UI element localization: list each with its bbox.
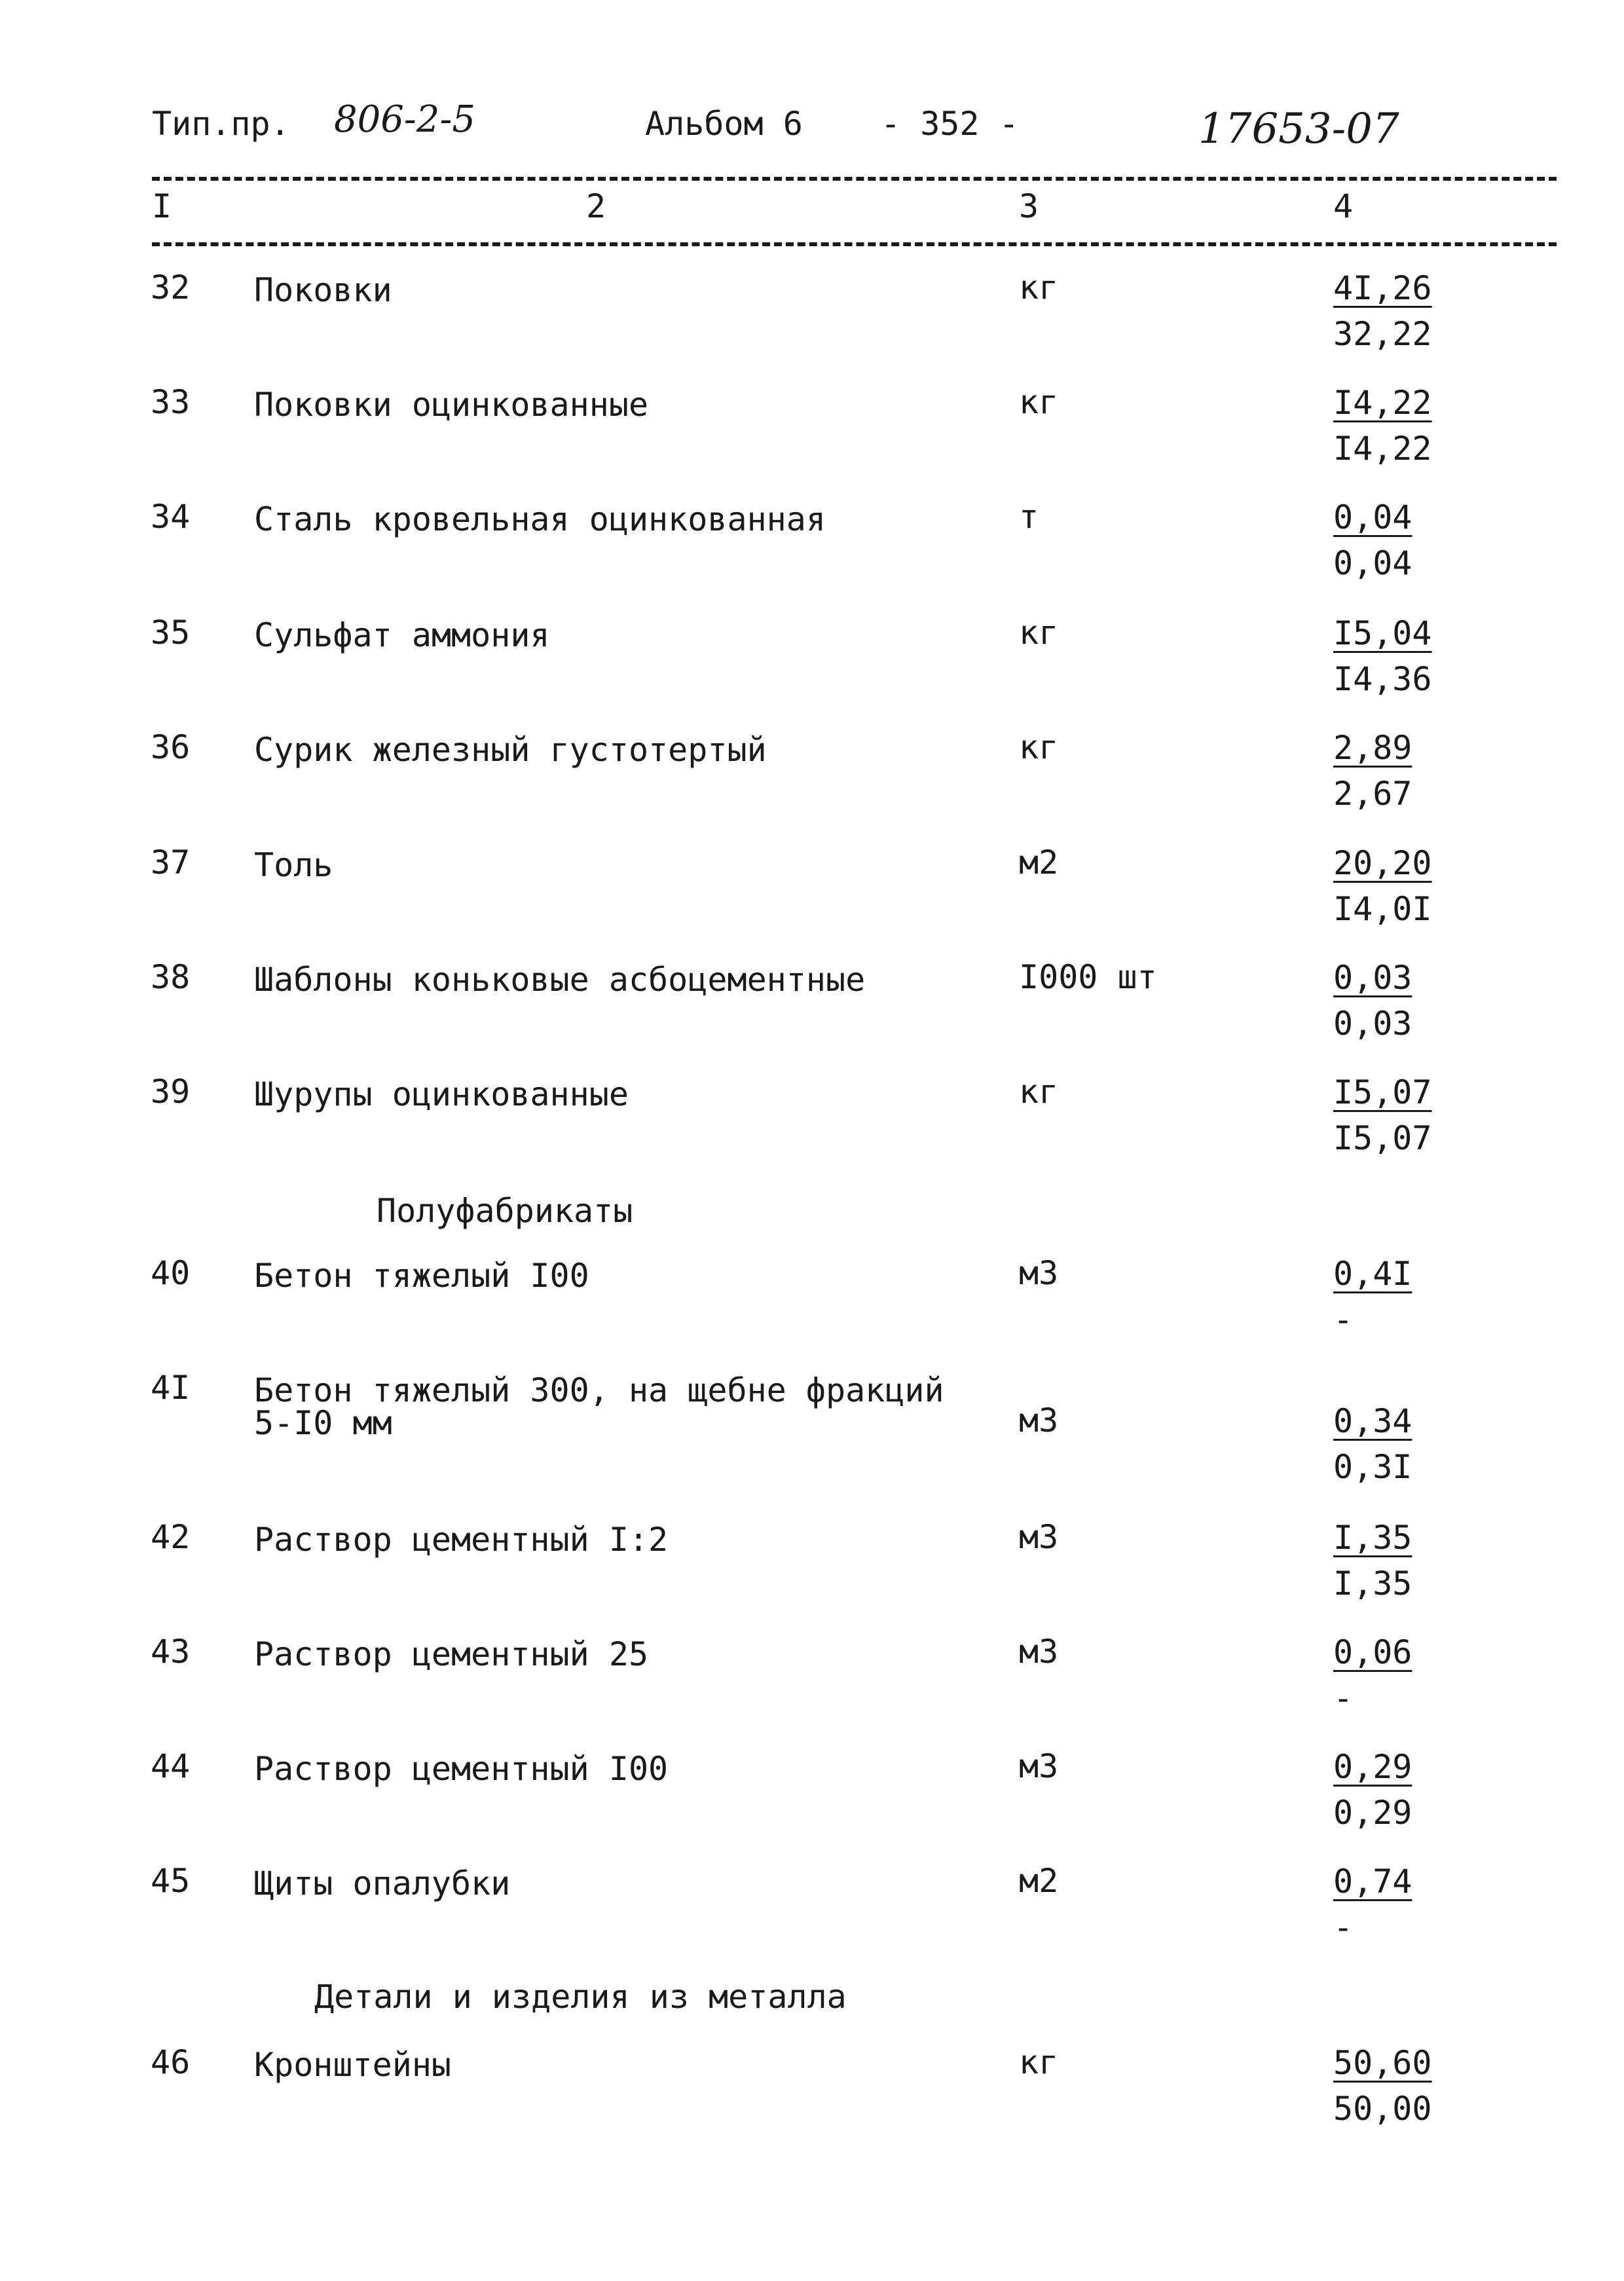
value-denominator: -: [1333, 1908, 1354, 1946]
top-dashed-rule: [152, 177, 1557, 181]
row-name: Поковки: [254, 271, 392, 309]
row-number: 4I: [151, 1369, 191, 1407]
page-number: - 352 -: [881, 105, 1019, 143]
row-value: [1333, 1629, 1412, 1721]
value-numerator: 50,60: [1333, 2044, 1432, 2082]
row-number: 32: [151, 269, 191, 306]
row-number: 35: [151, 614, 191, 652]
value-denominator: 50,00: [1333, 2090, 1432, 2128]
value-numerator: 0,04: [1333, 498, 1412, 536]
row-value: [1333, 725, 1412, 817]
value-numerator: I4,22: [1333, 384, 1432, 422]
value-denominator: 2,67: [1333, 775, 1412, 813]
value-numerator: 20,20: [1333, 844, 1432, 882]
row-number: 38: [151, 958, 191, 996]
row-value: [1333, 2040, 1432, 2132]
value-numerator: 0,4I: [1333, 1255, 1412, 1293]
row-unit: м2: [1019, 1862, 1059, 1900]
row-value: [1333, 1859, 1412, 1950]
value-numerator: 0,29: [1333, 1748, 1412, 1786]
row-unit: м3: [1019, 1747, 1059, 1785]
row-name: Поковки оцинкованные: [254, 386, 649, 424]
value-denominator: I5,07: [1333, 1119, 1432, 1157]
value-numerator: 0,74: [1333, 1863, 1412, 1901]
row-unit: м3: [1019, 1633, 1059, 1671]
row-unit: кг: [1019, 383, 1059, 421]
column-header-2: 2: [586, 187, 606, 225]
value-numerator: 2,89: [1333, 729, 1412, 767]
row-value: [1333, 380, 1432, 472]
row-name-continuation: 5-I0 мм: [254, 1404, 392, 1442]
row-value: [1333, 1251, 1412, 1343]
section-heading-metal-parts: Детали и изделия из металла: [314, 1978, 847, 2016]
row-value: [1333, 1515, 1412, 1606]
row-number: 37: [151, 844, 191, 881]
row-number: 43: [151, 1633, 191, 1671]
column-header-3: 3: [1019, 187, 1039, 225]
value-denominator: I,35: [1333, 1565, 1412, 1603]
value-numerator: 0,34: [1333, 1402, 1412, 1440]
value-denominator: I4,0I: [1333, 890, 1432, 928]
header-prefix: Тип.пр.: [152, 105, 290, 143]
row-value: [1333, 1398, 1412, 1490]
row-name: Щиты опалубки: [254, 1864, 511, 1902]
row-value: [1333, 1744, 1412, 1836]
row-value: [1333, 265, 1432, 357]
row-unit: кг: [1019, 728, 1059, 766]
row-name: Шурупы оцинкованные: [254, 1075, 629, 1113]
row-number: 39: [151, 1073, 191, 1111]
value-denominator: I4,36: [1333, 660, 1432, 698]
value-denominator: I4,22: [1333, 430, 1432, 468]
value-denominator: -: [1333, 1679, 1354, 1717]
row-value: [1333, 494, 1412, 586]
row-value: [1333, 1069, 1432, 1161]
row-name: Шаблоны коньковые асбоцементные: [254, 961, 866, 999]
row-name: Сурик железный густотертый: [254, 731, 767, 769]
value-denominator: 0,3I: [1333, 1448, 1412, 1486]
row-number: 33: [151, 383, 191, 421]
row-name: Кронштейны: [254, 2046, 452, 2084]
column-header-1: I: [152, 187, 172, 225]
row-unit: м3: [1019, 1254, 1059, 1292]
row-unit: кг: [1019, 2043, 1059, 2081]
value-denominator: 32,22: [1333, 315, 1432, 353]
row-name: Раствор цементный 25: [254, 1635, 649, 1673]
row-name: Сталь кровельная оцинкованная: [254, 500, 826, 538]
row-number: 45: [151, 1862, 191, 1900]
value-numerator: 0,06: [1333, 1633, 1412, 1671]
value-denominator: 0,03: [1333, 1005, 1412, 1043]
row-unit: I000 шт: [1019, 958, 1157, 996]
row-unit: кг: [1019, 1073, 1059, 1111]
bottom-dashed-rule: [152, 242, 1557, 246]
row-name: Раствор цементный I00: [254, 1750, 669, 1788]
value-numerator: I5,07: [1333, 1073, 1432, 1111]
row-number: 36: [151, 728, 191, 766]
row-name: Толь: [254, 846, 333, 884]
section-heading-semifinished: Полуфабрикаты: [377, 1192, 633, 1230]
document-number: 17653-07: [1198, 105, 1399, 153]
value-denominator: -: [1333, 1301, 1354, 1339]
value-numerator: I5,04: [1333, 614, 1432, 652]
value-denominator: 0,29: [1333, 1794, 1412, 1832]
row-value: [1333, 610, 1432, 702]
value-numerator: I,35: [1333, 1519, 1412, 1557]
row-name: Бетон тяжелый I00: [254, 1257, 589, 1295]
project-number: 806-2-5: [334, 98, 475, 141]
row-value: [1333, 955, 1412, 1047]
row-unit: м2: [1019, 844, 1059, 881]
row-unit: т: [1019, 498, 1039, 536]
column-header-4: 4: [1333, 187, 1354, 225]
row-value: [1333, 840, 1432, 932]
row-number: 42: [151, 1518, 191, 1556]
row-unit: кг: [1019, 269, 1059, 306]
row-number: 44: [151, 1747, 191, 1785]
row-number: 34: [151, 498, 191, 536]
row-unit: м3: [1019, 1518, 1059, 1556]
row-name: Раствор цементный I:2: [254, 1521, 669, 1559]
row-unit: м3: [1019, 1401, 1059, 1439]
row-number: 40: [151, 1254, 191, 1292]
value-numerator: 4I,26: [1333, 269, 1432, 307]
value-denominator: 0,04: [1333, 544, 1412, 582]
row-name: Бетон тяжелый 300, на щебне фракций: [254, 1371, 944, 1409]
row-unit: кг: [1019, 614, 1059, 652]
album-label: Альбом 6: [645, 105, 803, 143]
row-name: Сульфат аммония: [254, 616, 550, 654]
row-number: 46: [151, 2043, 191, 2081]
value-numerator: 0,03: [1333, 959, 1412, 997]
